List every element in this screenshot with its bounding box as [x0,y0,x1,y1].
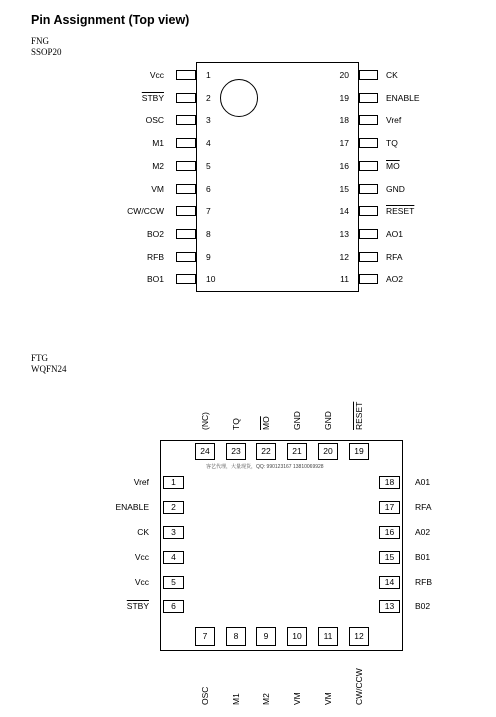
fng-package-type: SSOP20 [31,47,62,57]
page-title: Pin Assignment (Top view) [31,13,190,27]
ssop20-pin-lead [359,161,378,171]
pin-label: RESET [386,206,415,217]
pin-label: VM [292,692,302,705]
ssop20-pin-lead [359,274,378,284]
pin-label: RFB [415,577,432,587]
pin-label: BO1 [146,274,164,285]
qfn-pin-pad: 9 [256,627,276,646]
qfn-pin-pad: 2 [163,501,184,514]
pin-number: 14 [339,206,349,217]
ftg-package-name: FTG [31,353,49,363]
qfn-pin-pad: 20 [318,443,338,460]
pin-label: VM [151,183,164,194]
pin-number: 4 [206,138,211,149]
qfn-pin-pad: 22 [256,443,276,460]
qfn-pin-pad: 7 [195,627,215,646]
pin-label: (NC) [200,412,210,430]
qfn-pin-pad: 6 [163,600,184,613]
pin-number: 19 [339,92,349,103]
qfn-pin-pad: 11 [318,627,338,646]
pin-label: B01 [415,552,431,562]
ssop20-pin-lead [359,206,378,216]
pin-number: 8 [206,228,211,239]
ssop20-pin-lead [176,93,196,103]
ssop20-pin-lead [176,252,196,262]
ssop20-pin-lead [176,229,196,239]
pin-label: Vcc [134,552,149,562]
qfn-pin-pad: 13 [379,600,400,613]
qfn-pin-pad: 14 [379,576,400,589]
pin-label: TQ [386,138,398,149]
pin-label: RFA [415,502,432,512]
pin-label: M1 [152,138,164,149]
pin-label: AO2 [386,274,404,285]
qfn-pin-pad: 3 [163,526,184,539]
qfn-pin-pad: 23 [226,443,246,460]
qfn-pin-pad: 8 [226,627,246,646]
pin-number: 3 [206,115,211,126]
pin-label: GND [386,183,405,194]
pin-label: CK [137,527,149,537]
qfn-pin-pad: 10 [287,627,307,646]
pin-label: M2 [152,160,164,171]
pin-number: 12 [339,251,349,262]
qfn-pin-pad: 16 [379,526,400,539]
pin-number: 15 [339,183,349,194]
pin-label: CW/CCW [127,206,164,217]
pin-label: Vcc [149,70,164,80]
ssop20-pin-lead [359,115,378,125]
pin-label: Vcc [134,577,149,587]
qfn-pin-pad: 18 [379,476,400,489]
ftg-package-type: WQFN24 [31,364,67,374]
pin-number: 5 [206,160,211,171]
pin-label: BO2 [146,228,164,239]
pin-label: CK [386,70,398,80]
pin-label: A02 [415,527,431,537]
pin-label: M1 [231,693,241,705]
pin-number: 9 [206,251,211,262]
ssop20-pin-lead [359,184,378,194]
qfn-pin-pad: 1 [163,476,184,489]
pin-label: B02 [415,601,431,611]
pin-label: GND [323,411,333,430]
pin-label: Vref [133,477,149,487]
ssop20-pin-lead [176,70,196,80]
pin-label: OSC [200,686,210,705]
pin-number: 16 [339,160,349,171]
pin-number: 18 [339,115,349,126]
ssop20-pin-lead [176,274,196,284]
pin-label: ENABLE [115,502,149,512]
pin-number: 6 [206,183,211,194]
pin-label: VM [323,692,333,705]
qfn-pin-pad: 21 [287,443,307,460]
pin-number: 10 [206,274,216,285]
pin-label: $\overline{MO}$ [386,160,400,171]
pin-label: RESET [354,401,364,430]
pin-label: STBY [126,601,149,611]
pin-label: STBY [141,92,164,103]
pin-number: 17 [339,138,349,149]
pin-number: 11 [340,274,349,285]
ssop20-pin-lead [359,93,378,103]
pin-number: 2 [206,92,211,103]
qfn-pin-pad: 4 [163,551,184,564]
pin-number: 7 [206,206,211,217]
qfn-pin-pad: 12 [349,627,369,646]
watermark-text: 客艺代理，大量现货，QQ: 990123167 13810069928 [206,464,324,470]
ssop20-pin-lead [176,115,196,125]
pin-label: Vref [386,115,402,126]
ssop20-pin-lead [176,206,196,216]
pin-number: 13 [339,228,349,239]
pin-number: 20 [339,70,349,80]
ssop20-pin-lead [176,138,196,148]
pin-label: RFB [147,251,164,262]
pin-label: GND [292,411,302,430]
ssop20-pin-lead [176,161,196,171]
ssop20-pin-lead [359,70,378,80]
pin-label: AO1 [386,228,404,239]
pin-label: M2 [261,693,271,705]
ssop20-pin-lead [176,184,196,194]
ssop20-pin-lead [359,252,378,262]
pin-label: OSC [145,115,164,126]
ssop20-pin-lead [359,138,378,148]
qfn-pin-pad: 15 [379,551,400,564]
ssop20-pin-lead [359,229,378,239]
wqfn24-package-body [160,440,403,651]
pin-number: 1 [206,70,211,80]
pin1-marker-circle [220,79,258,117]
fng-package-name: FNG [31,36,50,46]
pin-label: TQ [231,418,241,430]
pin-label: CW/CCW [354,668,364,705]
qfn-pin-pad: 19 [349,443,369,460]
pin-label: $\overline{MO}$ [261,416,271,430]
qfn-pin-pad: 5 [163,576,184,589]
pin-label: A01 [415,477,431,487]
qfn-pin-pad: 17 [379,501,400,514]
pin-label: ENABLE [386,92,420,103]
qfn-pin-pad: 24 [195,443,215,460]
pin-label: RFA [386,251,403,262]
